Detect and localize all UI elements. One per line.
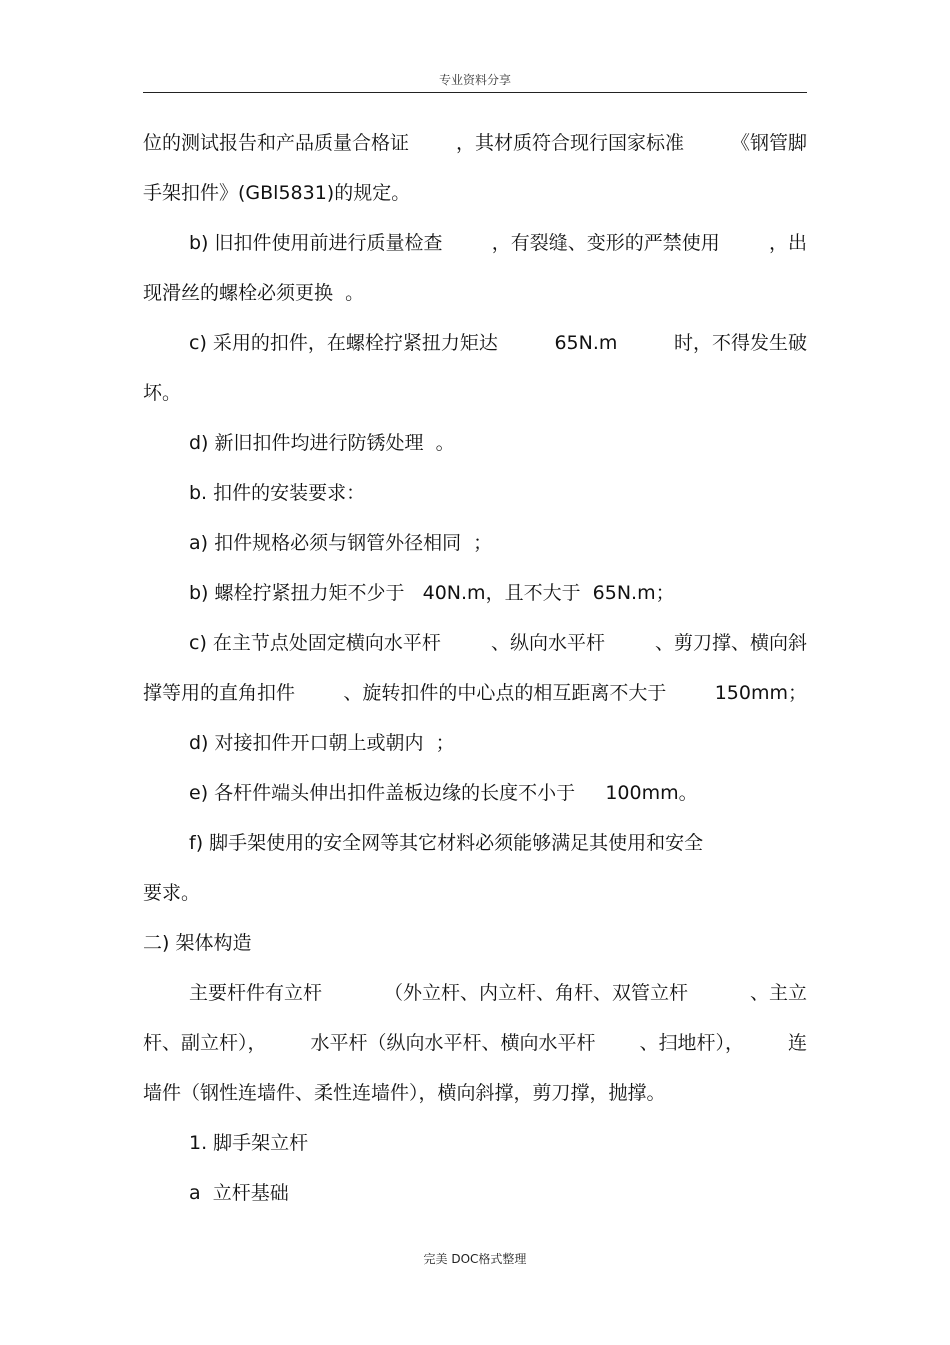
text-line-10: b) 螺栓拧紧扭力矩不少于 40N.m，且不大于 65N.m； xyxy=(189,582,675,604)
page-header xyxy=(143,70,807,93)
text-line-9: a) 扣件规格必须与钢管外径相同 ； xyxy=(189,532,493,554)
text-line-14: e) 各杆件端头伸出扣件盖板边缘的长度不小于 100mm。 xyxy=(189,782,698,804)
document-body xyxy=(143,123,807,1223)
text-line-12: 撑等用的直角扣件 、旋转扣件的中心点的相互距离不大于 150mm； xyxy=(143,682,807,704)
text-line-3: b) 旧扣件使用前进行质量检查 ，有裂缝、变形的严禁使用 ，出 xyxy=(189,232,807,254)
text-line-8: b. 扣件的安装要求： xyxy=(189,482,366,504)
text-line-16: 要求。 xyxy=(143,882,201,904)
text-line-1: 位的测试报告和产品质量合格证 ，其材质符合现行国家标准 《钢管脚 xyxy=(143,132,807,154)
text-line-4: 现滑丝的螺栓必须更换 。 xyxy=(143,282,365,304)
text-line-7: d) 新旧扣件均进行防锈处理 。 xyxy=(189,432,455,454)
text-line-19: 杆、副立杆）， 水平杆（纵向水平杆、横向水平杆 、扫地杆）， 连 xyxy=(143,1032,807,1054)
text-line-6: 坏。 xyxy=(143,382,182,404)
text-line-18: 主要杆件有立杆 （外立杆、内立杆、角杆、双管立杆 、主立 xyxy=(189,982,807,1004)
text-line-2: 手架扣件》(GBl5831)的规定。 xyxy=(143,182,411,204)
text-line-5: c) 采用的扣件，在螺栓拧紧扭力矩达 65N.m 时，不得发生破 xyxy=(189,332,807,354)
text-line-15: f) 脚手架使用的安全网等其它材料必须能够满足其使用和安全 xyxy=(189,832,704,854)
section-heading: 二) 架体构造 xyxy=(143,932,252,954)
text-line-13: d) 对接扣件开口朝上或朝内 ； xyxy=(189,732,455,754)
item-heading: a 立杆基础 xyxy=(189,1182,289,1204)
page-footer: 完美 DOC格式整理 xyxy=(423,1252,527,1266)
subsection-heading: 1. 脚手架立杆 xyxy=(189,1132,309,1154)
text-line-11: c) 在主节点处固定横向水平杆 、纵向水平杆 、剪刀撑、横向斜 xyxy=(189,632,807,654)
page-header-text: 专业资料分享 xyxy=(438,73,511,87)
text-line-20: 墙件（钢性连墙件、柔性连墙件），横向斜撑，剪刀撑，抛撑。 xyxy=(143,1082,666,1104)
